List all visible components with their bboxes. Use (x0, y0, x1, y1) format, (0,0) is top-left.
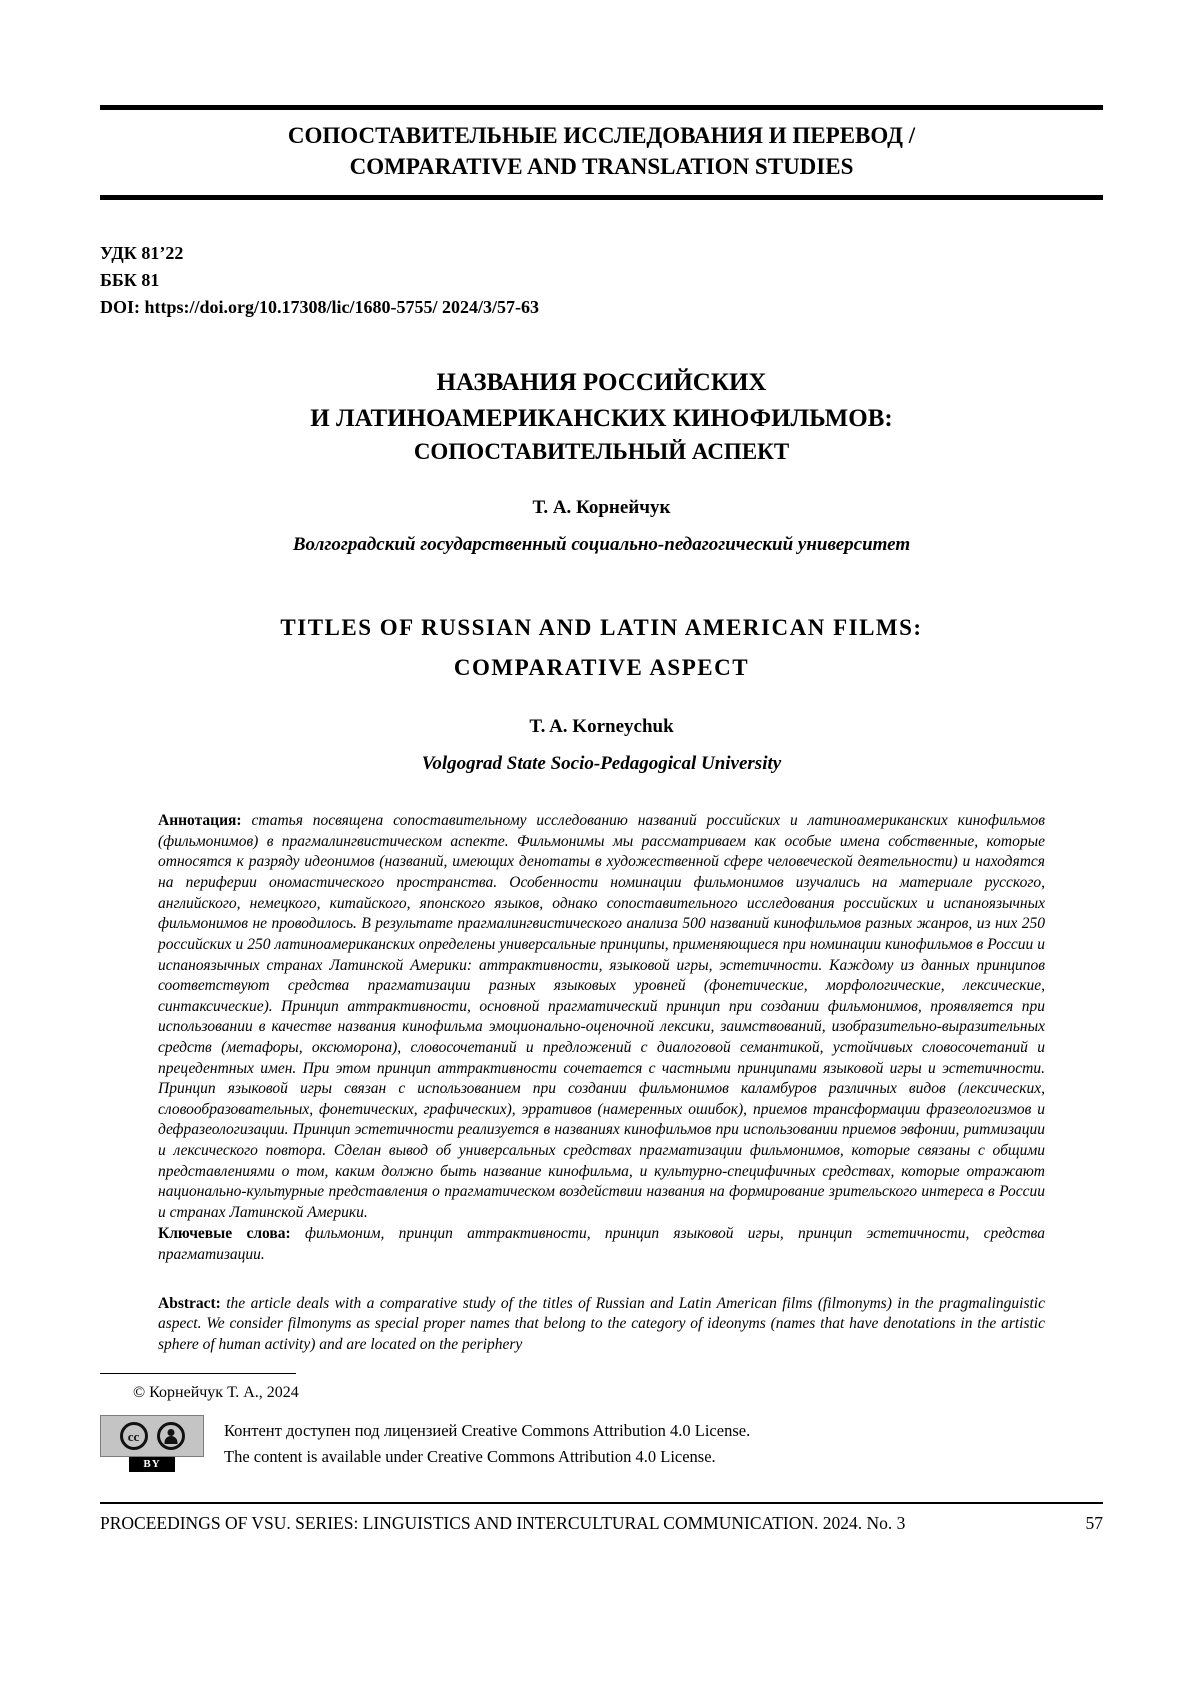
cc-by-bar: BY (129, 1457, 175, 1472)
article-title-ru (100, 365, 1103, 469)
article-title-ru-line1: НАЗВАНИЯ РОССИЙСКИХ (436, 369, 767, 397)
doi-line: DOI: https://doi.org/10.17308/lic/1680-5755/ 2024/3/57-63 (100, 297, 539, 318)
article-title-en-line1: TITLES OF RUSSIAN AND LATIN AMERICAN FILMS: (280, 614, 923, 640)
author-name-ru: Т. А. Корнейчук (532, 496, 671, 518)
author-name-en: T. A. Korneychuk (529, 716, 674, 738)
cc-license-badge (100, 1415, 204, 1472)
affiliation-ru: Волгоградский государственный социально-педагогический университет (292, 533, 911, 555)
article-title-en-line2: COMPARATIVE ASPECT (453, 655, 750, 680)
bbk-line: ББК 81 (100, 270, 160, 291)
journal-line: PROCEEDINGS OF VSU. SERIES: LINGUISTICS AND INTERCULTURAL COMMUNICATION. 2024. No. 3 (100, 1513, 906, 1534)
license-text-ru: Контент доступен под лицензией Creative Commons Attribution 4.0 License. (224, 1421, 751, 1441)
section-banner (100, 105, 1103, 200)
person-icon-torso (164, 1436, 177, 1444)
person-icon-head (167, 1429, 174, 1436)
license-text-en: The content is available under Creative Commons Attribution 4.0 License. (224, 1446, 716, 1466)
annotation-text: статья посвящена сопоставительному исследованию названий российских и латиноамериканских кинофильмов (фильмонимов) в прагмалингвистическом аспекте. Фильмонимы мы рассматриваем как особые имена собственные, которые относятся к разряду идеонимов (названий, имеющих денотаты в художественной сфере человеческой деятельности) и находятся на периферии ономастического пространства. Особенности номинации фильмонимов изучались на материале русского, английского, немецкого, китайского, японского языков, однако сопоставительного исследования российских и испаноязычных фильмонимов не проводилось. В результате прагмалингвистического анализа 500 названий кинофильмов разных жанров, из них 250 российских и 250 латиноамериканских определены универсальные принципы, применяющиеся при номинации кинофильмов в России и испаноязычных странах Латинской Америки: аттрактивности, языковой игры, эстетичности. Каждому из данных принципов соответствуют средства прагматизации разных языковых уровней (фонетические, морфологические, лексические, синтаксические). Принцип аттрактивности, основной прагматический принцип при создании фильмонимов, проявляется при использовании в качестве названия кинофильма эмоционально-оценочной лексики, заимствований, изобразительно-выразительных средств (метафоры, оксюморона), словосочетаний и предложений с диалоговой семантикой, устойчивых словосочетаний и прецедентных имен. При этом принцип аттрактивности сочетается с частными принципами языковой игры и эстетичности. Принцип языковой игры связан с использованием при создании фильмонимов каламбуров различных видов (лексических, словообразовательных, фонетических, графических), эрративов (намеренных ошибок), приемов трансформации фразеологизмов и дефразеологизации. Принцип эстетичности реализуется в названиях кинофильмов при использовании приемов эвфонии, ритмизации и лексического повтора. Сделан вывод об универсальных средствах прагматизации фильмонимов, которые связаны с общими представлениями о том, каким должно быть название кинофильма, и культурно-специфичных средствах, которые отражают национально-культурные представления о прагматическом воздействии названия на формирование зрительского интереса в России и странах Латинской Америки. (158, 812, 1045, 1221)
abstract-en-text: the article deals with a comparative study of the titles of Russian and Latin American films (filmonyms) in the pragmalinguistic aspect. We consider filmonyms as special proper names that belong to the category of ideonyms (names that have denotations in the artistic sphere of human activity) and are located on the periphery (158, 1294, 1045, 1353)
udk-line: УДК 81’22 (100, 243, 184, 264)
annotation-ru (158, 811, 1045, 1223)
license-text (224, 1418, 750, 1469)
annotation-label: Аннотация: (158, 812, 242, 830)
cc-logo-icon: cc (120, 1422, 148, 1450)
keywords-ru (158, 1224, 1045, 1265)
page-number: 57 (1085, 1513, 1103, 1534)
whitespace-spacer (100, 1355, 1103, 1373)
page-footer (100, 1502, 1103, 1534)
license-row (100, 1415, 1103, 1472)
abstract-en-label: Abstract: (158, 1294, 221, 1312)
copyright-line: © Корнейчук Т. А., 2024 (133, 1384, 299, 1402)
person-icon (157, 1422, 185, 1450)
cc-badge-icons (100, 1415, 204, 1457)
keywords-label: Ключевые слова: (158, 1225, 291, 1243)
article-title-en (100, 608, 1103, 689)
section-banner-line-en: COMPARATIVE AND TRANSLATION STUDIES (349, 154, 854, 180)
article-meta (100, 240, 1103, 321)
article-title-ru-line3: СОПОСТАВИТЕЛЬНЫЙ АСПЕКТ (413, 439, 790, 465)
keywords-text: фильмоним, принцип аттрактивности, принцип языковой игры, принцип эстетичности, средства прагматизации. (158, 1225, 1046, 1264)
footnote-area (100, 1373, 1103, 1472)
affiliation-en: Volgograd State Socio-Pedagogical University (421, 753, 782, 775)
section-banner-line-ru: СОПОСТАВИТЕЛЬНЫЕ ИССЛЕДОВАНИЯ И ПЕРЕВОД / (287, 123, 916, 148)
article-title-ru-line2: И ЛАТИНОАМЕРИКАНСКИХ КИНОФИЛЬМОВ: (310, 404, 893, 432)
abstract-en (158, 1294, 1045, 1356)
footnote-rule (100, 1373, 296, 1374)
